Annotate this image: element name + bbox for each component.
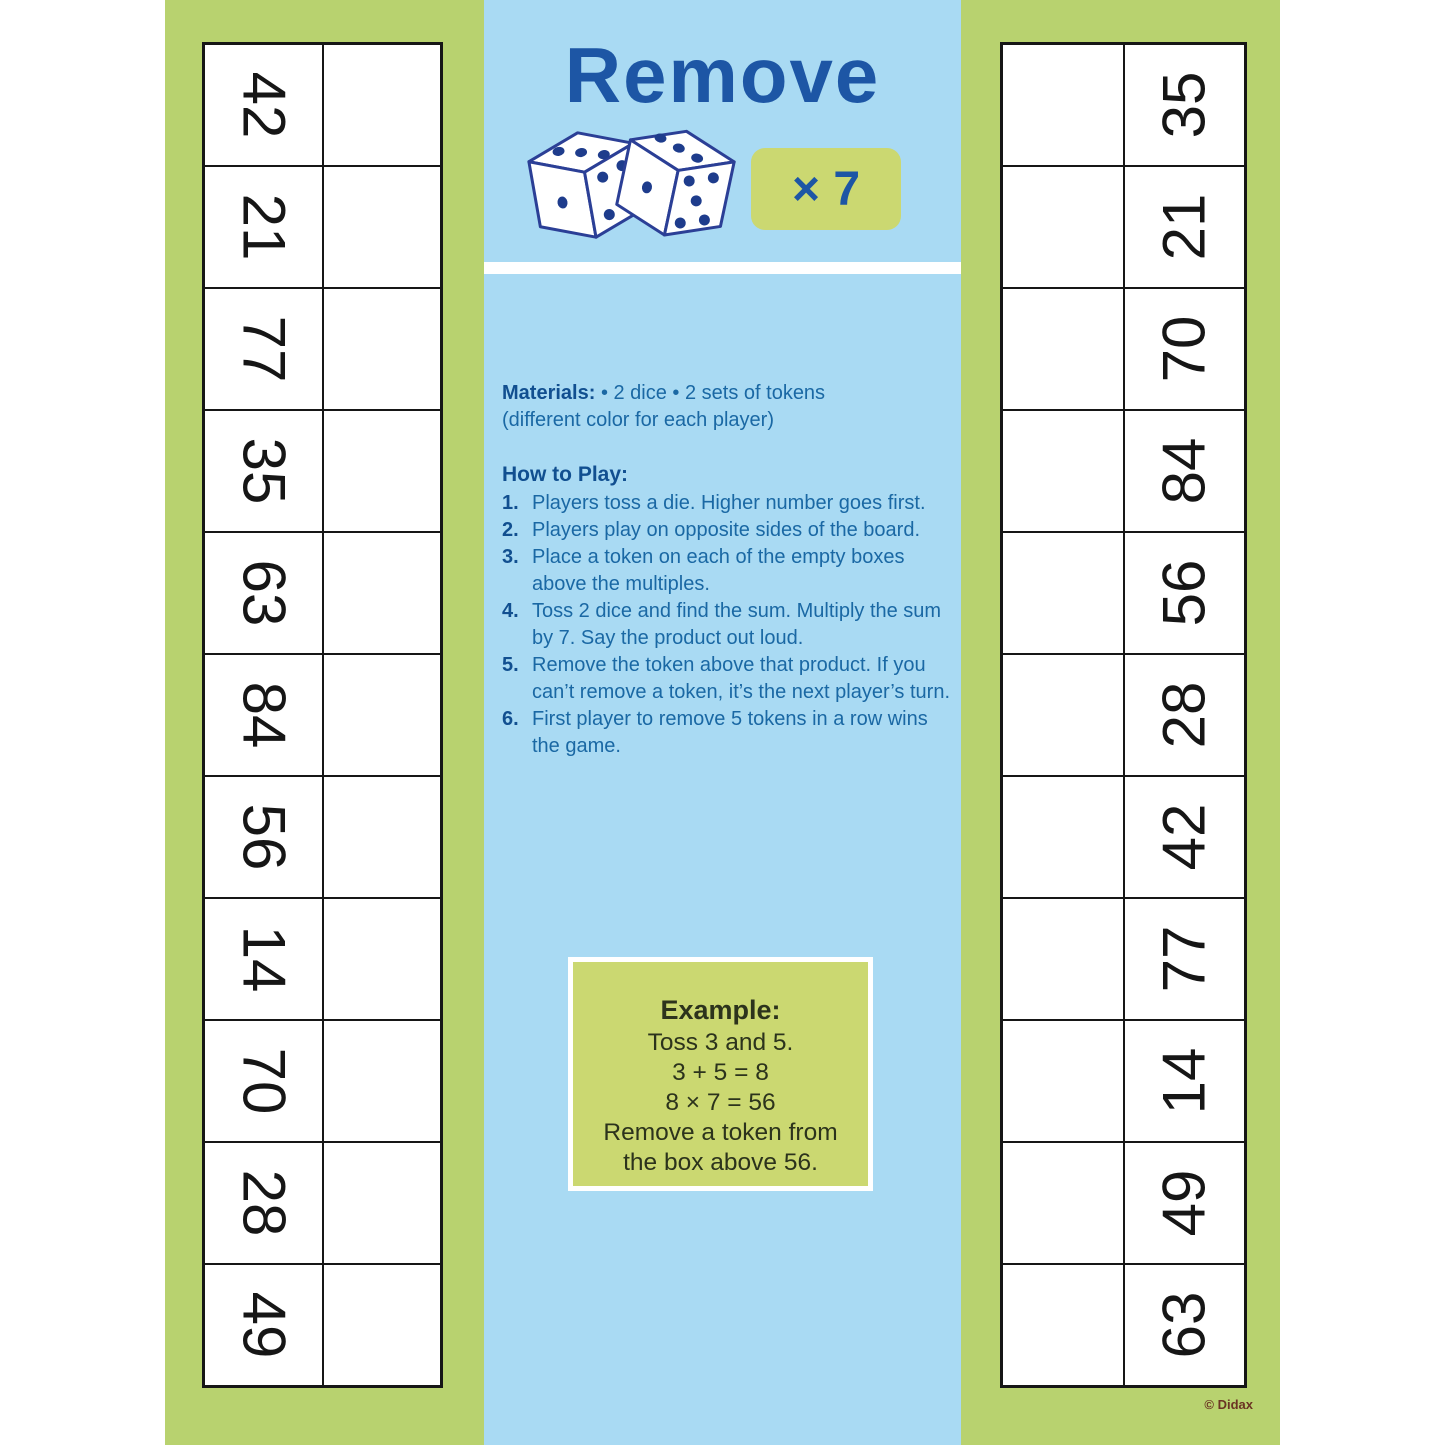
example-lines [573,1028,868,1178]
right-board-number-cell [1124,288,1246,410]
right-board-number-cell [1124,44,1246,166]
right-board [1000,42,1247,1388]
board-number: 42 [1150,803,1218,871]
board-number: 21 [230,193,298,261]
step-number: 3. [502,546,519,568]
board-number: 21 [1150,193,1218,261]
right-board-token-cell[interactable] [1002,410,1124,532]
right-board-number-cell [1124,410,1246,532]
board-number: 70 [230,1047,298,1115]
left-board-number-cell [204,532,323,654]
board-number: 14 [230,925,298,993]
left-board-number-cell [204,410,323,532]
step-text: Place a token on each of the empty boxes above the multiples. [532,546,905,595]
right-board-token-cell[interactable] [1002,166,1124,288]
left-board-number-cell [204,776,323,898]
left-board-token-cell[interactable] [323,410,442,532]
board-number: 70 [1150,315,1218,383]
step-number: 4. [502,600,519,622]
example-line: the box above 56. [623,1149,818,1176]
step-number: 1. [502,492,519,514]
dice-icon [522,118,742,253]
board-number: 63 [1150,1291,1218,1359]
left-board-number-cell [204,1020,323,1142]
divider-line [484,262,961,274]
step-text: First player to remove 5 tokens in a row wins the game. [532,708,928,757]
step-number: 5. [502,654,519,676]
left-board-number-cell [204,166,323,288]
right-board-token-cell[interactable] [1002,44,1124,166]
left-board-token-cell[interactable] [323,166,442,288]
step-item [502,517,950,544]
board-number: 49 [1150,1169,1218,1237]
copyright-credit: © Didax [1204,1397,1253,1412]
step-text: Players toss a die. Higher number goes first. [532,492,926,514]
right-board-number-cell [1124,1264,1246,1386]
right-board-number-cell [1124,776,1246,898]
step-item [502,706,950,760]
example-line: 8 × 7 = 56 [665,1089,776,1116]
board-number: 56 [1150,559,1218,627]
how-to-play-heading: How to Play: [502,463,629,486]
example-heading: Example: [660,995,781,1025]
board-number: 56 [230,803,298,871]
right-board-number-cell [1124,898,1246,1020]
board-number: 42 [230,71,298,139]
step-text: Players play on opposite sides of the board. [532,519,921,541]
materials-line [502,380,950,407]
left-board-token-cell[interactable] [323,654,442,776]
board-number: 28 [1150,681,1218,749]
board-number: 14 [1150,1047,1218,1115]
right-board-token-cell[interactable] [1002,288,1124,410]
board-number: 49 [230,1291,298,1359]
left-board-token-cell[interactable] [323,1142,442,1264]
right-board-number-cell [1124,1020,1246,1142]
right-board-token-cell[interactable] [1002,776,1124,898]
step-text: Toss 2 dice and find the sum. Multiply the sum by 7. Say the product out loud. [532,600,942,649]
right-board-token-cell[interactable] [1002,1142,1124,1264]
game-title: Remove [564,31,881,119]
left-board-number-cell [204,44,323,166]
step-number: 6. [502,708,519,730]
right-board-token-cell[interactable] [1002,898,1124,1020]
board-number: 84 [1150,437,1218,505]
left-board-token-cell[interactable] [323,288,442,410]
left-board-token-cell[interactable] [323,776,442,898]
example-line: Toss 3 and 5. [647,1029,794,1056]
board-number: 63 [230,559,298,627]
step-item [502,544,950,598]
right-board-number-cell [1124,1142,1246,1264]
left-board-token-cell[interactable] [323,1020,442,1142]
right-board-number-cell [1124,532,1246,654]
left-board-token-cell[interactable] [323,898,442,1020]
multiplier-label: × 7 [791,162,861,216]
board-number: 35 [1150,71,1218,139]
materials-text: • 2 dice • 2 sets of tokens [600,382,826,404]
game-board [165,0,1280,1445]
center-panel [484,0,961,1445]
example-line: Remove a token from [603,1119,838,1146]
left-board-number-cell [204,1142,323,1264]
how-to-play-list [502,490,950,760]
example-line: 3 + 5 = 8 [672,1059,769,1086]
left-board [202,42,443,1388]
board-number: 28 [230,1169,298,1237]
board-number: 84 [230,681,298,749]
right-board-token-cell[interactable] [1002,1264,1124,1386]
right-board-number-cell [1124,166,1246,288]
right-board-token-cell[interactable] [1002,1020,1124,1142]
left-board-number-cell [204,654,323,776]
step-item [502,490,950,517]
left-board-number-cell [204,898,323,1020]
example-box [568,957,873,1191]
right-board-number-cell [1124,654,1246,776]
step-text: Remove the token above that product. If you can’t remove a token, it’s the next player’s turn. [532,654,950,703]
board-number: 77 [230,315,298,383]
left-board-token-cell[interactable] [323,44,442,166]
left-board-number-cell [204,288,323,410]
step-item [502,652,950,706]
multiplier-badge [751,148,901,230]
left-board-number-cell [204,1264,323,1386]
right-board-token-cell[interactable] [1002,654,1124,776]
board-number: 35 [230,437,298,505]
board-number: 77 [1150,925,1218,993]
step-item [502,598,950,652]
right-board-token-cell[interactable] [1002,532,1124,654]
materials-label: Materials: [502,382,596,404]
instructions [502,380,950,760]
left-board-token-cell[interactable] [323,532,442,654]
left-board-token-cell[interactable] [323,1264,442,1386]
materials-note: (different color for each player) [502,409,774,431]
step-number: 2. [502,519,519,541]
